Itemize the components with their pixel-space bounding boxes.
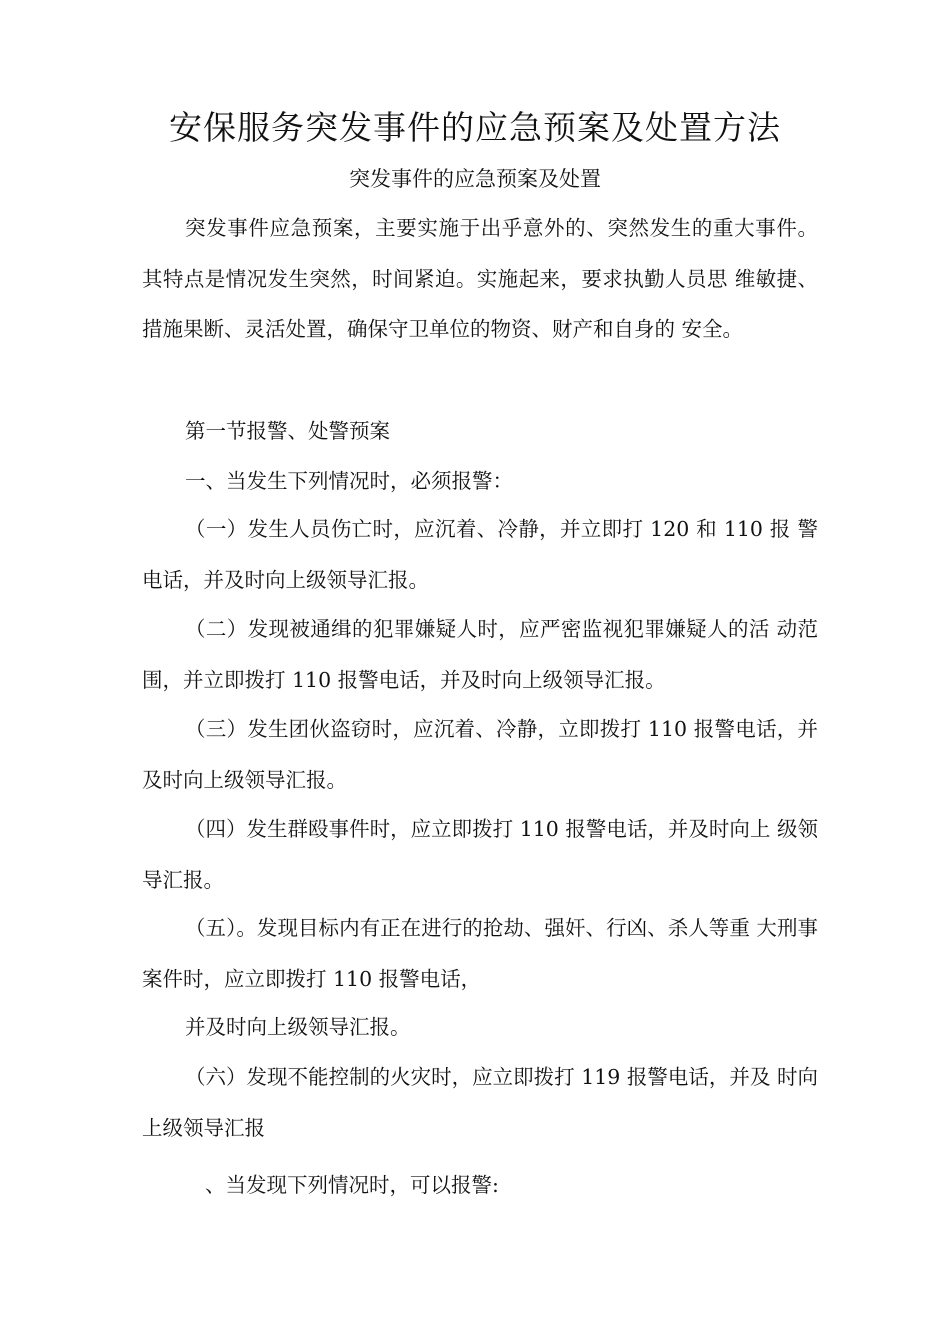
sub-item-4: （四）发生群殴事件时，应立即拨打 110 报警电话，并及时向上 级领导汇报。	[142, 817, 818, 892]
section-heading: 第一节报警、处警预案	[185, 419, 390, 443]
sub-item-3: （三）发生团伙盗窃时，应沉着、冷静，立即拨打 110 报警电话，并及时向上级领导汇报。	[142, 717, 818, 792]
intro-paragraph: 突发事件应急预案，主要实施于出乎意外的、突然发生的重大事件。其特点是情况发生突然，时间紧迫。实施起来，要求执勤人员思 维敏捷、措施果断、灵活处置，确保守卫单位的物资、财产和自身的 安全。	[142, 216, 818, 341]
sub-item-1: （一）发生人员伤亡时，应沉着、冷静，并立即打 120 和 110 报 警电话，并及时向上级领导汇报。	[142, 517, 818, 592]
sub-item-5-continuation: 并及时向上级领导汇报。	[185, 1015, 411, 1039]
document-subtitle: 突发事件的应急预案及处置	[349, 167, 601, 191]
document-title: 安保服务突发事件的应急预案及处置方法	[169, 108, 781, 147]
item-heading-1: 一、当发生下列情况时，必须报警：	[185, 469, 513, 493]
item-heading-2: 、当发现下列情况时，可以报警:	[205, 1173, 499, 1197]
sub-item-5: （五）。发现目标内有正在进行的抢劫、强奸、行凶、杀人等重 大刑事案件时，应立即拨打 110 报警电话，	[142, 916, 818, 991]
sub-item-6: （六）发现不能控制的火灾时，应立即拨打 119 报警电话，并及 时向上级领导汇报	[142, 1065, 818, 1140]
sub-item-2: （二）发现被通缉的犯罪嫌疑人时，应严密监视犯罪嫌疑人的活 动范围，并立即拨打 110 报警电话，并及时向上级领导汇报。	[142, 617, 818, 692]
